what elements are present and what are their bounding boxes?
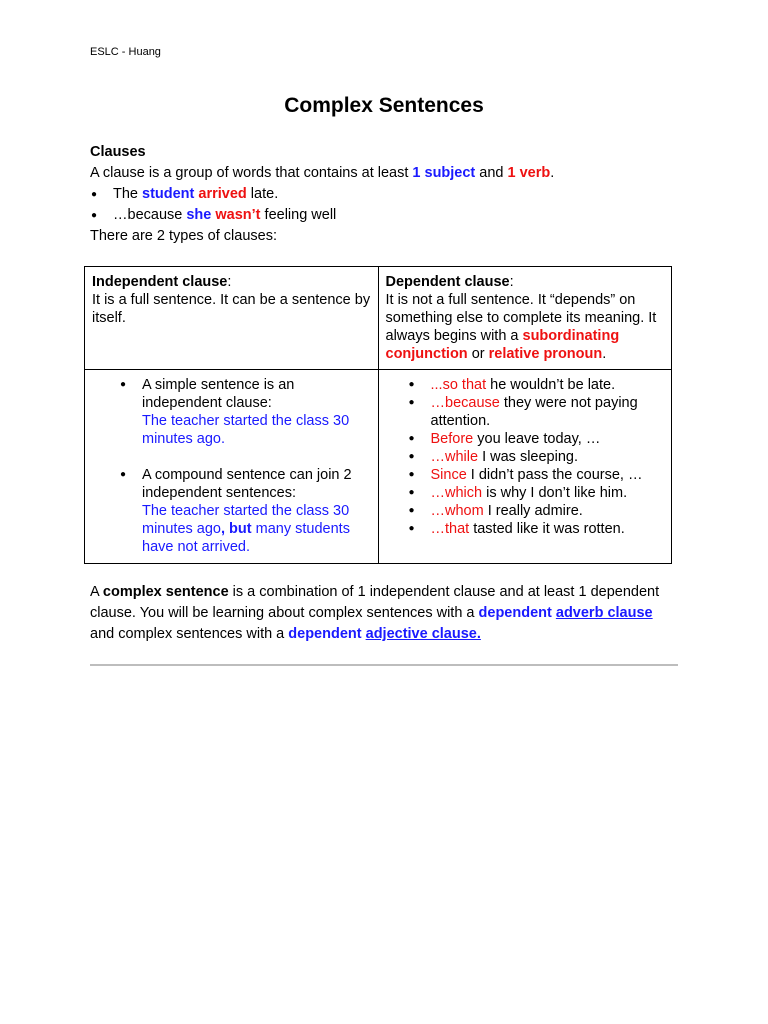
clause-marker: Since <box>430 467 467 483</box>
adjective-clause-link[interactable]: adjective clause. <box>365 626 481 642</box>
clause-marker: …that <box>430 521 470 537</box>
description-or: or <box>467 346 489 362</box>
heading-colon: : <box>509 274 514 290</box>
example-text: feeling well <box>260 207 337 223</box>
clause-marker: …whom <box>430 503 484 519</box>
example-text: The <box>113 186 143 202</box>
clause-definition <box>90 163 690 184</box>
independent-description: It is a full sentence. It can be a sentence by itself. <box>92 292 371 326</box>
header-text: ESLC - Huang <box>90 46 161 58</box>
clause-marker: Before <box>430 431 474 447</box>
complex-sentence-summary <box>90 582 680 645</box>
example-subject: she <box>186 207 212 223</box>
dependent-example-list <box>386 376 665 538</box>
example-sentence: The teacher started the class 30 minutes ago <box>142 503 350 537</box>
clause-marker: …while <box>430 449 479 465</box>
term-relative-pronoun: relative pronoun <box>488 346 603 362</box>
clause-rest: he wouldn’t be late. <box>486 377 616 393</box>
list-item <box>431 520 665 538</box>
clause-rest: I didn’t pass the course, … <box>466 467 643 483</box>
term-subject: 1 subject <box>412 165 476 181</box>
clauses-heading: Clauses <box>90 144 146 160</box>
table-row <box>85 267 672 370</box>
independent-heading: Independent clause <box>92 274 228 290</box>
clause-rest: I was sleeping. <box>478 449 578 465</box>
summary-text: A <box>90 584 103 600</box>
dependent-label: dependent <box>288 626 362 642</box>
clause-marker: …because <box>430 395 500 411</box>
dependent-description: It is not a full sentence. It “depends” on something else to complete its meaning. It always begins with a <box>385 292 657 344</box>
table-row <box>85 370 672 564</box>
independent-examples-cell <box>85 370 379 564</box>
clause-rest: I really admire. <box>483 503 583 519</box>
definition-end: . <box>550 165 555 181</box>
list-item <box>142 376 371 448</box>
adverb-clause-link[interactable]: adverb clause <box>555 605 653 621</box>
independent-header-cell <box>85 267 379 370</box>
example-sentence: The teacher started the class 30 minutes ago. <box>142 413 350 447</box>
example-text: …because <box>113 207 187 223</box>
definition-and: and <box>475 165 508 181</box>
heading-colon: : <box>227 274 232 290</box>
example-verb: arrived <box>198 186 247 202</box>
page-title: Complex Sentences <box>284 94 484 117</box>
term-verb: 1 verb <box>507 165 551 181</box>
spacer <box>92 448 371 466</box>
example-subject: student <box>142 186 195 202</box>
clause-rest: you leave today, … <box>473 431 601 447</box>
list-item <box>431 394 665 430</box>
types-line: There are 2 types of clauses: <box>90 228 277 244</box>
list-item <box>431 484 665 502</box>
horizontal-divider <box>90 664 678 666</box>
clause-marker: …which <box>430 485 483 501</box>
clause-marker: ...so that <box>430 377 487 393</box>
independent-example-list <box>92 376 371 448</box>
dependent-heading: Dependent clause <box>385 274 510 290</box>
list-item <box>431 466 665 484</box>
independent-example-list <box>92 466 371 556</box>
clauses-section <box>90 142 690 247</box>
list-item <box>142 466 371 556</box>
example-text: late. <box>246 186 279 202</box>
clause-example-list <box>90 184 690 226</box>
description-end: . <box>602 346 607 362</box>
term-subordinating-conjunction: subordinating conjunction <box>385 328 620 362</box>
dependent-label: dependent <box>478 605 552 621</box>
clause-rest: tasted like it was rotten. <box>469 521 625 537</box>
clause-rest: is why I don’t like him. <box>482 485 628 501</box>
dependent-examples-cell <box>378 370 672 564</box>
list-item <box>431 376 665 394</box>
example-sentence: many students have not arrived. <box>142 521 350 555</box>
item-text: A simple sentence is an independent clause: <box>142 377 295 411</box>
conjunction-but: , but <box>221 521 252 537</box>
list-item <box>431 448 665 466</box>
dependent-header-cell <box>378 267 672 370</box>
term-complex-sentence: complex sentence <box>102 584 229 600</box>
definition-text: A clause is a group of words that contains at least <box>90 165 413 181</box>
list-item <box>431 502 665 520</box>
example-verb: wasn’t <box>215 207 261 223</box>
item-text: A compound sentence can join 2 independent sentences: <box>142 467 352 501</box>
list-item <box>113 184 690 205</box>
clause-types-table <box>84 266 672 564</box>
summary-paragraph <box>90 582 680 645</box>
list-item <box>113 205 690 226</box>
summary-text: is a combination of 1 independent clause and at least 1 dependent clause. You will be learning about complex sentences with a <box>90 584 660 621</box>
list-item <box>431 430 665 448</box>
clause-rest: they were not paying attention. <box>430 395 638 429</box>
summary-text: and complex sentences with a <box>90 626 289 642</box>
